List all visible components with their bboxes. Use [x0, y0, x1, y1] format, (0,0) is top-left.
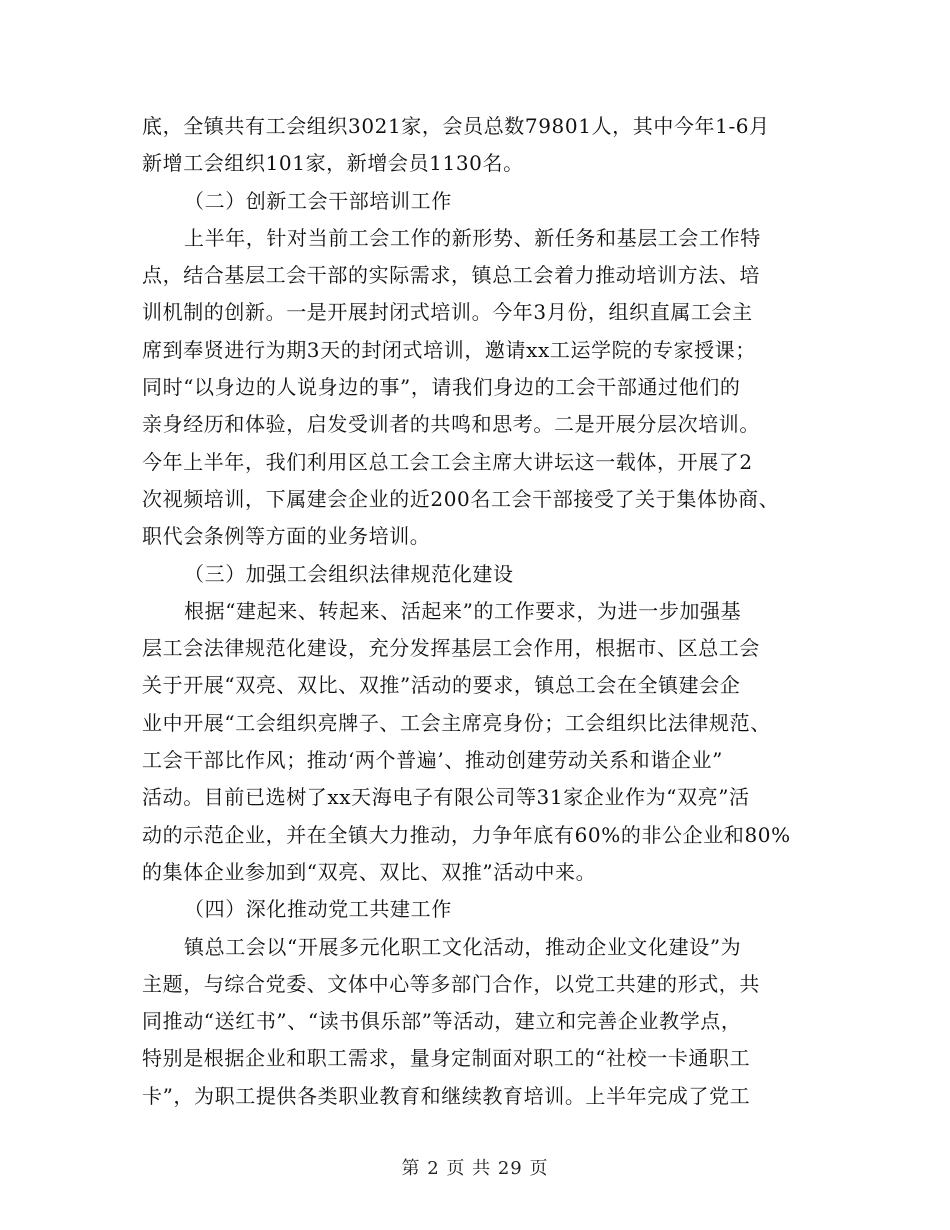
- text-line: 席到奉贤进行为期3天的封闭式培训，邀请xx工运学院的专家授课；: [142, 337, 756, 362]
- text-line: 今年上半年，我们利用区总工会工会主席大讲坛这一载体，开展了2: [142, 449, 753, 474]
- section-heading: （三）加强工会组织法律规范化建设: [184, 561, 514, 586]
- text-line: 训机制的创新。一是开展封闭式培训。今年3月份，组织直属工会主: [142, 300, 753, 325]
- text-line: 动的示范企业，并在全镇大力推动，力争年底有60%的非公企业和80%: [142, 822, 791, 847]
- section-heading: （二）创新工会干部培训工作: [184, 188, 452, 213]
- text-line: 工会干部比作风；推动‘两个普遍’、推动创建劳动关系和谐企业”: [142, 748, 723, 773]
- text-line: 同推动“送红书”、“读书俱乐部”等活动，建立和完善企业教学点，: [142, 1009, 742, 1034]
- text-line: 层工会法律规范化建设，充分发挥基层工会作用，根据市、区总工会: [142, 636, 760, 661]
- text-line: 业中开展“工会组织亮牌子、工会主席亮身份；工会组织比法律规范、: [142, 710, 771, 735]
- page-number-footer: 第 2 页 共 29 页: [401, 1158, 549, 1179]
- text-line: 同时“以身边的人说身边的事”，请我们身边的工会干部通过他们的: [142, 375, 741, 400]
- text-line: 次视频培训，下属建会企业的近200名工会干部接受了关于集体协商、: [142, 486, 780, 511]
- document-body: [142, 108, 822, 1115]
- section-heading: （四）深化推动党工共建工作: [184, 897, 452, 922]
- text-line: 卡”，为职工提供各类职业教育和继续教育培训。上半年完成了党工: [142, 1083, 751, 1108]
- paragraph-first-line: 镇总工会以“开展多元化职工文化活动，推动企业文化建设”为: [184, 934, 742, 959]
- paragraph-first-line: 根据“建起来、转起来、活起来”的工作要求，为进一步加强基: [184, 598, 742, 623]
- text-line: 关于开展“双亮、双比、双推”活动的要求，镇总工会在全镇建会企: [142, 673, 741, 698]
- text-line: 的集体企业参加到“双亮、双比、双推”活动中来。: [142, 859, 597, 884]
- text-line: 点，结合基层工会干部的实际需求，镇总工会着力推动培训方法、培: [142, 263, 760, 288]
- paragraph-first-line: 上半年，针对当前工会工作的新形势、新任务和基层工会工作特: [184, 225, 761, 250]
- text-line: 主题，与综合党委、文体中心等多部门合作，以党工共建的形式，共: [142, 971, 760, 996]
- text-line: 活动。目前已选树了xx天海电子有限公司等31家企业作为“双亮”活: [142, 785, 750, 810]
- text-line: 亲身经历和体验，启发受训者的共鸣和思考。二是开展分层次培训。: [142, 412, 760, 437]
- text-line: 特别是根据企业和职工需求，量身定制面对职工的“社校一卡通职工: [142, 1046, 751, 1071]
- text-line: 底，全镇共有工会组织3021家，会员总数79801人，其中今年1-6月: [142, 114, 770, 138]
- text-line: 职代会条例等方面的业务培训。: [142, 524, 431, 549]
- text-line: 新增工会组织101家，新增会员1130名。: [142, 151, 524, 176]
